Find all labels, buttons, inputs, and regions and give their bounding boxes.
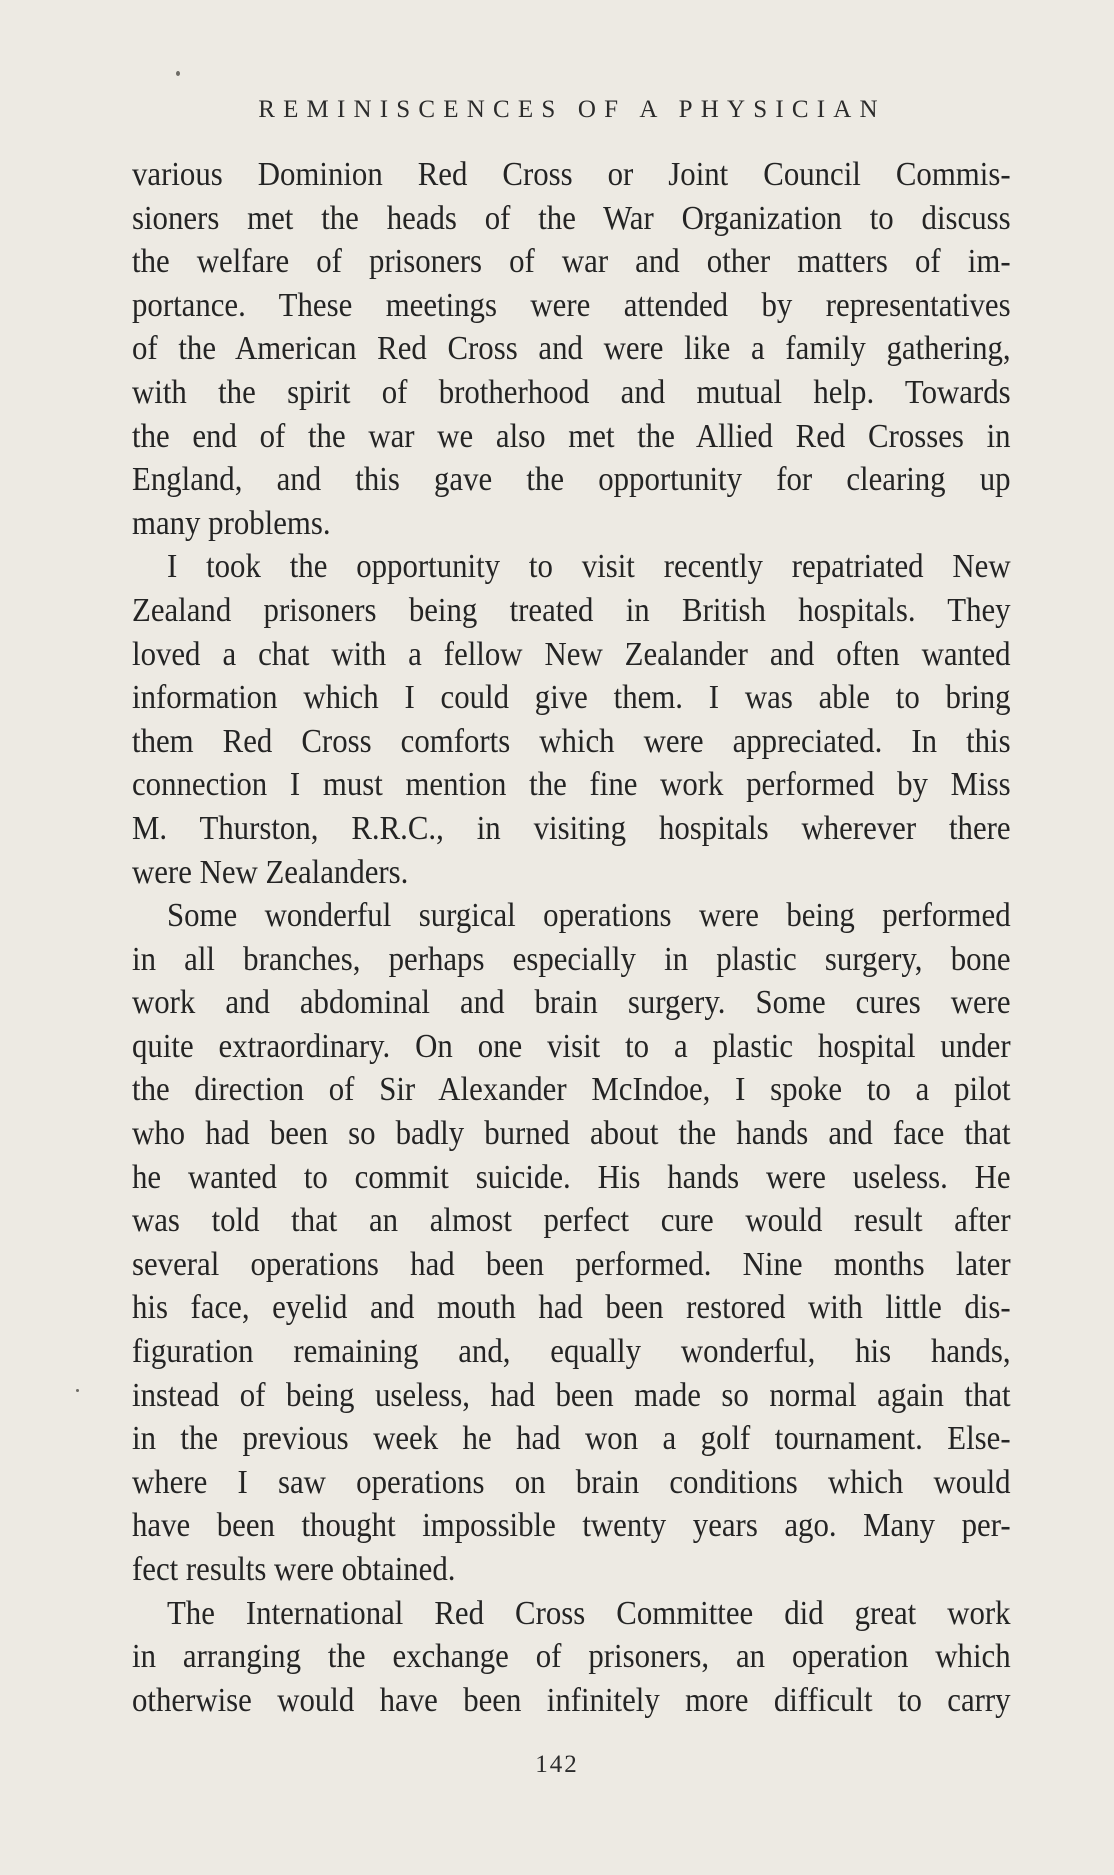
text-line: sioners met the heads of the War Organization to discuss [132,199,1011,237]
text-line: Zealand prisoners being treated in British hospitals. They [132,591,1011,629]
ink-speck [76,1389,79,1392]
text-line: connection I must mention the fine work performed by Miss [132,766,1011,804]
text-line: of the American Red Cross and were like a family gathering, [132,330,1011,368]
text-line: in arranging the exchange of prisoners, an operation which [132,1638,1011,1676]
text-line: with the spirit of brotherhood and mutual help. Towards [132,373,1011,411]
text-line: various Dominion Red Cross or Joint Council Commis- [132,156,1011,193]
text-line: England, and this gave the opportunity for clearing up [132,461,1011,499]
text-line: M. Thurston, R.R.C., in visiting hospitals wherever there [132,809,1011,847]
text-line: many problems. [132,504,331,542]
text-line: instead of being useless, had been made so normal again that [132,1376,1011,1414]
running-head: REMINISCENCES OF A PHYSICIAN [258,96,886,123]
text-line: several operations had been performed. Nine months later [132,1245,1011,1283]
text-line: was told that an almost perfect cure would result after [132,1202,1011,1240]
text-line: in the previous week he had won a golf tournament. Else- [132,1420,1011,1458]
body-text [132,153,1011,1722]
text-line: information which I could give them. I was able to bring [132,679,1011,717]
text-line: his face, eyelid and mouth had been restored with little dis- [132,1289,1011,1327]
text-line: where I saw operations on brain conditions which would [132,1463,1011,1501]
text-line: the end of the war we also met the Allied Red Crosses in [132,417,1011,455]
text-line: the direction of Sir Alexander McIndoe, I spoke to a pilot [132,1071,1011,1109]
text-line: quite extraordinary. On one visit to a plastic hospital under [132,1027,1011,1065]
text-line: them Red Cross comforts which were appreciated. In this [132,722,1011,760]
text-line: who had been so badly burned about the hands and face that [132,1115,1011,1153]
text-line: the welfare of prisoners of war and other matters of im- [132,243,1011,281]
text-line: in all branches, perhaps especially in plastic surgery, bone [132,940,1011,978]
text-line: fect results were obtained. [132,1551,456,1588]
text-line: loved a chat with a fellow New Zealander and often wanted [132,635,1011,673]
text-line: were New Zealanders. [132,853,409,891]
paragraph-start-line: The International Red Cross Committee did great work [166,1594,1011,1632]
text-line: portance. These meetings were attended by representatives [132,286,1011,324]
paragraph-start-line: I took the opportunity to visit recently repatriated New [166,548,1011,586]
text-line: figuration remaining and, equally wonderful, his hands, [132,1333,1011,1371]
text-line: he wanted to commit suicide. His hands were useless. He [132,1158,1011,1196]
paragraph-start-line: Some wonderful surgical operations were being performed [166,897,1011,935]
page-number: 142 [535,1751,579,1778]
text-line: work and abdominal and brain surgery. Some cures were [132,984,1011,1022]
text-line: otherwise would have been infinitely more difficult to carry [132,1681,1011,1719]
text-line: have been thought impossible twenty years ago. Many per- [132,1507,1011,1545]
ink-speck [176,71,180,76]
